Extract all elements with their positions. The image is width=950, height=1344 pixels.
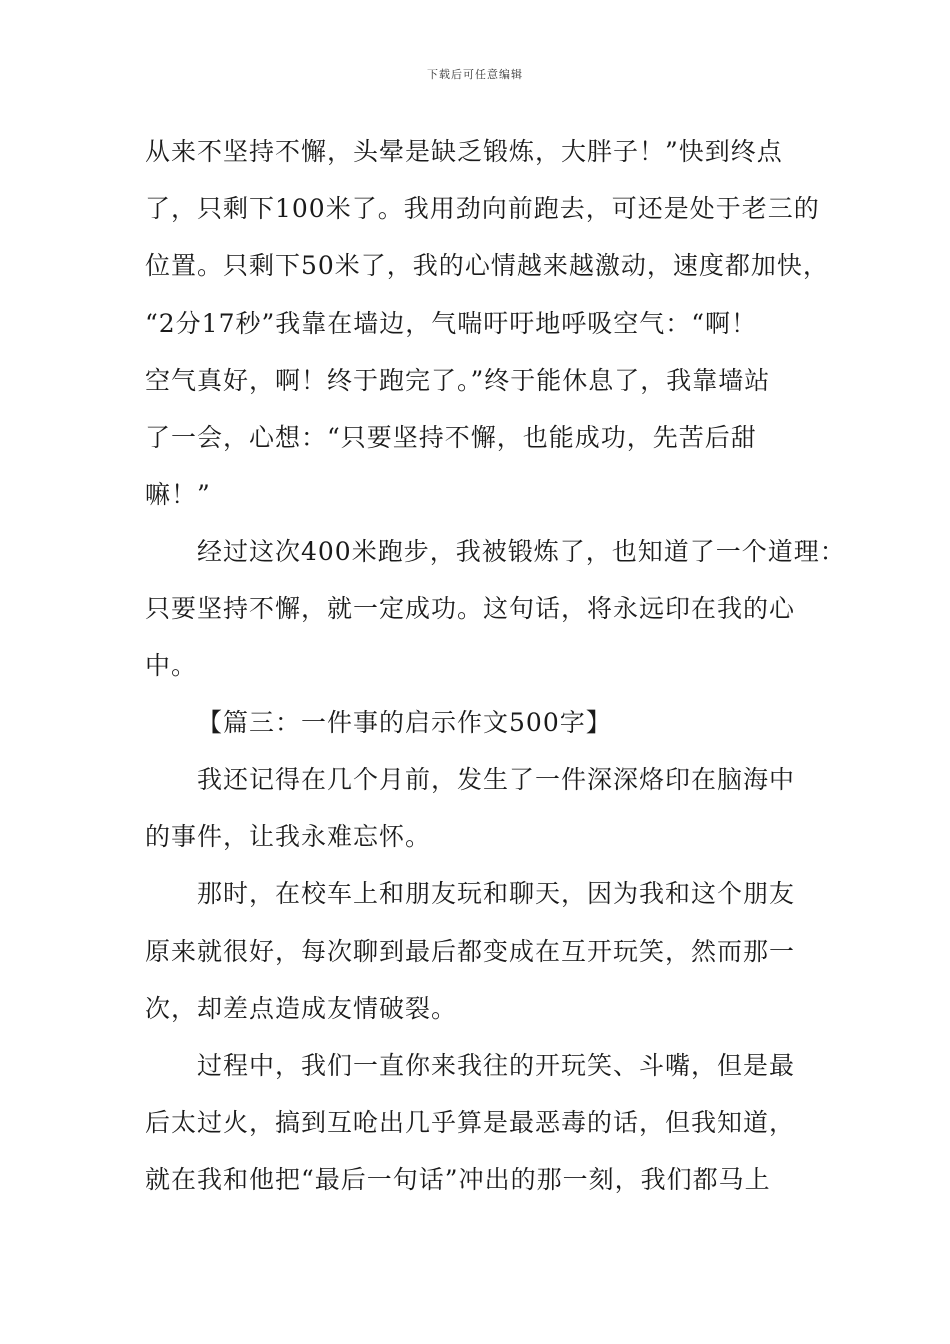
- text-line: 中。: [145, 651, 198, 680]
- text-line: 的事件，让我永难忘怀。: [145, 822, 432, 851]
- section-heading: 【篇三：一件事的启示作文500字】: [197, 708, 612, 737]
- text-line: 从来不坚持不懈，头晕是缺乏锻炼，大胖子！”快到终点: [145, 137, 783, 166]
- text-line: 位置。只剩下50米了，我的心情越来越激动，速度都加快，: [145, 251, 829, 280]
- text-line: 后太过火，搞到互呛出几乎算是最恶毒的话，但我知道，: [145, 1108, 796, 1137]
- text-line: 了一会，心想：“只要坚持不懈，也能成功，先苦后甜: [145, 423, 757, 452]
- text-line: 嘛！”: [145, 480, 211, 509]
- text-line: 我还记得在几个月前，发生了一件深深烙印在脑海中: [197, 765, 796, 794]
- text-line: “2分17秒”我靠在墙边，气喘吁吁地呼吸空气：“啊！: [145, 309, 758, 338]
- text-line: 过程中，我们一直你来我往的开玩笑、斗嘴，但是最: [197, 1051, 796, 1080]
- text-line: 空气真好，啊！终于跑完了。”终于能休息了，我靠墙站: [145, 366, 771, 395]
- text-line: 就在我和他把“最后一句话”冲出的那一刻，我们都马上: [145, 1165, 771, 1194]
- text-line: 了，只剩下100米了。我用劲向前跑去，可还是处于老三的: [145, 194, 820, 223]
- page-header: 下载后可任意编辑: [427, 68, 523, 81]
- text-line: 经过这次400米跑步，我被锻炼了，也知道了一个道理：: [197, 537, 846, 566]
- text-line: 那时，在校车上和朋友玩和聊天，因为我和这个朋友: [197, 879, 796, 908]
- text-line: 只要坚持不懈，就一定成功。这句话，将永远印在我的心: [145, 594, 796, 623]
- text-line: 次，却差点造成友情破裂。: [145, 994, 458, 1023]
- text-line: 原来就很好，每次聊到最后都变成在互开玩笑，然而那一: [145, 937, 796, 966]
